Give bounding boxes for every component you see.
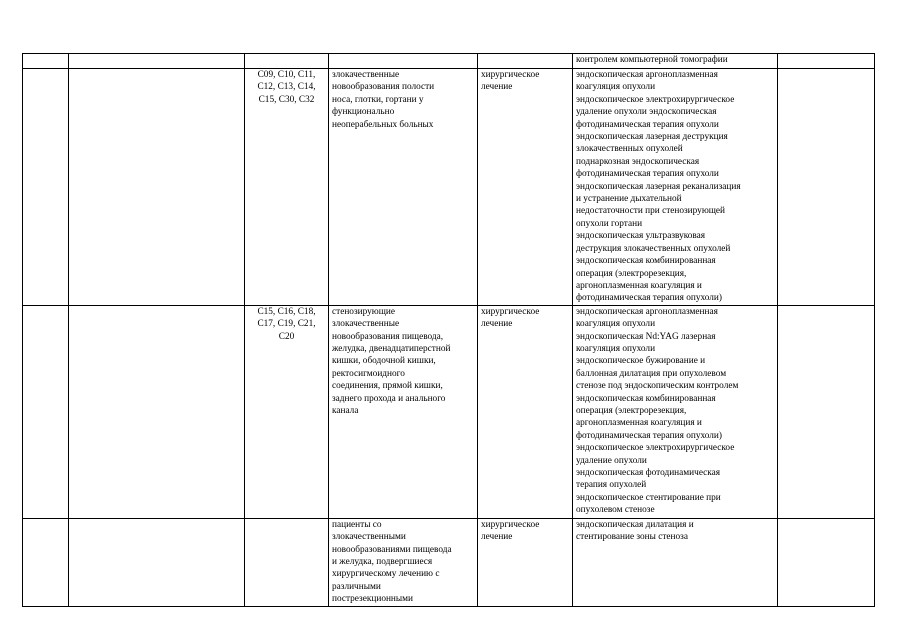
icd-codes-cell [245, 54, 329, 69]
cell-text-line: эндоскопическое электрохирургическое [576, 94, 735, 105]
cell-text-line: удаление опухоли [576, 455, 647, 466]
medical-care-table [22, 53, 875, 607]
cell-text-line: терапия опухолей [576, 480, 647, 491]
cell-text-line: и желудка, подвергшиеся [332, 556, 433, 567]
cell-text-line: эндоскопическая ультразвуковая [576, 231, 706, 242]
cell-text-line: неоперабельных больных [332, 119, 434, 130]
cell-text-line: деструкция злокачественных опухолей [576, 243, 731, 254]
cell-text-line: эндоскопическая аргоноплазменная [576, 70, 718, 80]
patient-model-cell [329, 69, 478, 306]
cell-text-line: эндоскопическое бужирование и [576, 356, 706, 367]
norm-cell [778, 305, 875, 518]
cell-text-line: C17, C19, C21, [257, 319, 316, 330]
patient-model-cell [329, 305, 478, 518]
row-number-cell [23, 69, 69, 306]
cell-text-line: стенозирующие [332, 306, 395, 317]
cell-text-line: пациенты со [332, 519, 382, 530]
cell-text-line: хирургическое [481, 519, 540, 530]
cell-text-line: C15, C30, C32 [258, 94, 315, 105]
cell-text-line: эндоскопическая аргоноплазменная [576, 306, 718, 317]
cell-text-line: эндоскопическая лазерная деструкция [576, 132, 728, 143]
row-number-cell [23, 305, 69, 518]
cell-text-line: фотодинамическая терапия опухоли) [576, 430, 722, 441]
cell-text-line: канала [332, 405, 359, 416]
cell-text-line: новообразования пищевода, [332, 331, 444, 342]
norm-cell [778, 54, 875, 69]
norm-cell [778, 69, 875, 306]
cell-text-line: лечение [481, 532, 513, 543]
cell-text-line: желудка, двенадцатиперстной [332, 343, 451, 354]
cell-text-line: коагуляция опухоли [576, 82, 656, 93]
cell-text-line: хирургическому лечению с [332, 569, 440, 580]
care-type-cell [69, 54, 245, 69]
cell-text-line: баллонная дилатация при опухолевом [576, 368, 727, 379]
cell-text-line: злокачественные [332, 319, 400, 330]
cell-text-line: опухоли гортани [576, 218, 643, 229]
cell-text-line: контролем компьютерной томографии [576, 55, 728, 65]
cell-text-line: аргоноплазменная коагуляция и [576, 280, 702, 291]
row-number-cell [23, 518, 69, 606]
care-type-cell [69, 69, 245, 306]
icd-codes-cell [245, 518, 329, 606]
treatment-method-cell [573, 69, 778, 306]
table-row [23, 54, 875, 69]
cell-text-line: фотодинамическая терапия опухоли [576, 119, 719, 130]
cell-text-line: операция (электрорезекция, [576, 268, 687, 279]
cell-text-line: пострезекционными [332, 594, 414, 605]
cell-text-line: кишки, ободочной кишки, [332, 356, 436, 367]
cell-text-line: хирургическое [481, 70, 540, 80]
cell-text-line: стентирование зоны стеноза [576, 532, 688, 543]
care-type-cell [69, 518, 245, 606]
cell-text-line: и устранение дыхательной [576, 194, 682, 205]
cell-text-line: эндоскопическая комбинированная [576, 393, 716, 404]
patient-model-cell [329, 54, 478, 69]
row-number-cell [23, 54, 69, 69]
cell-text-line: эндоскопическая фотодинамическая [576, 468, 721, 478]
cell-text-line: заднего прохода и анального [332, 393, 446, 404]
table-row [23, 69, 875, 306]
cell-text-line: C15, C16, C18, [257, 306, 316, 317]
cell-text-line: носа, глотки, гортани у [332, 94, 424, 105]
cell-text-line: эндоскопическая дилатация и [576, 519, 694, 530]
cell-text-line: новообразованиями пищевода [332, 544, 452, 555]
cell-text-line: стенозе под эндоскопическим контролем [576, 381, 739, 392]
cell-text-line: лечение [481, 319, 513, 330]
cell-text-line: ректосигмоидного [332, 368, 405, 379]
cell-text-line: C12, C13, C14, [257, 82, 316, 93]
norm-cell [778, 518, 875, 606]
treatment-method-cell [573, 305, 778, 518]
cell-text-line: различными [332, 581, 381, 592]
cell-text-line: функционально [332, 107, 395, 118]
cell-text-line: злокачественных опухолей [576, 144, 683, 155]
cell-text-line: эндоскопическое стентирование при [576, 492, 721, 503]
treatment-type-cell [478, 518, 573, 606]
cell-text-line: коагуляция опухоли [576, 343, 656, 354]
cell-text-line: эндоскопическая лазерная реканализация [576, 181, 741, 192]
treatment-type-cell [478, 54, 573, 69]
cell-text-line: опухолевом стенозе [576, 505, 655, 516]
table-body [23, 54, 875, 607]
icd-codes-cell [245, 69, 329, 306]
cell-text-line: аргоноплазменная коагуляция и [576, 418, 702, 429]
cell-text-line: C20 [278, 331, 295, 342]
treatment-type-cell [478, 69, 573, 306]
cell-text-line: соединения, прямой кишки, [332, 381, 443, 392]
treatment-method-cell [573, 54, 778, 69]
treatment-type-cell [478, 305, 573, 518]
cell-text-line: эндоскопическая комбинированная [576, 256, 716, 267]
cell-text-line: хирургическое [481, 306, 540, 317]
cell-text-line: C09, C10, C11, [257, 70, 316, 80]
care-type-cell [69, 305, 245, 518]
table-row [23, 305, 875, 518]
cell-text-line: фотодинамическая терапия опухоли) [576, 293, 722, 304]
icd-codes-cell [245, 305, 329, 518]
cell-text-line: операция (электрорезекция, [576, 405, 687, 416]
cell-text-line: эндоскопическое электрохирургическое [576, 443, 735, 454]
cell-text-line: удаление опухоли эндоскопическая [576, 107, 717, 118]
cell-text-line: недостаточности при стенозирующей [576, 206, 726, 217]
cell-text-line: эндоскопическая Nd:YAG лазерная [576, 331, 716, 342]
table-row [23, 518, 875, 606]
cell-text-line: лечение [481, 82, 513, 93]
cell-text-line: злокачественными [332, 532, 406, 543]
cell-text-line: злокачественные [332, 70, 400, 80]
cell-text-line: поднаркозная эндоскопическая [576, 156, 700, 167]
cell-text-line: коагуляция опухоли [576, 319, 656, 330]
treatment-method-cell [573, 518, 778, 606]
cell-text-line: новообразования полости [332, 82, 435, 93]
patient-model-cell [329, 518, 478, 606]
cell-text-line: фотодинамическая терапия опухоли [576, 169, 719, 180]
